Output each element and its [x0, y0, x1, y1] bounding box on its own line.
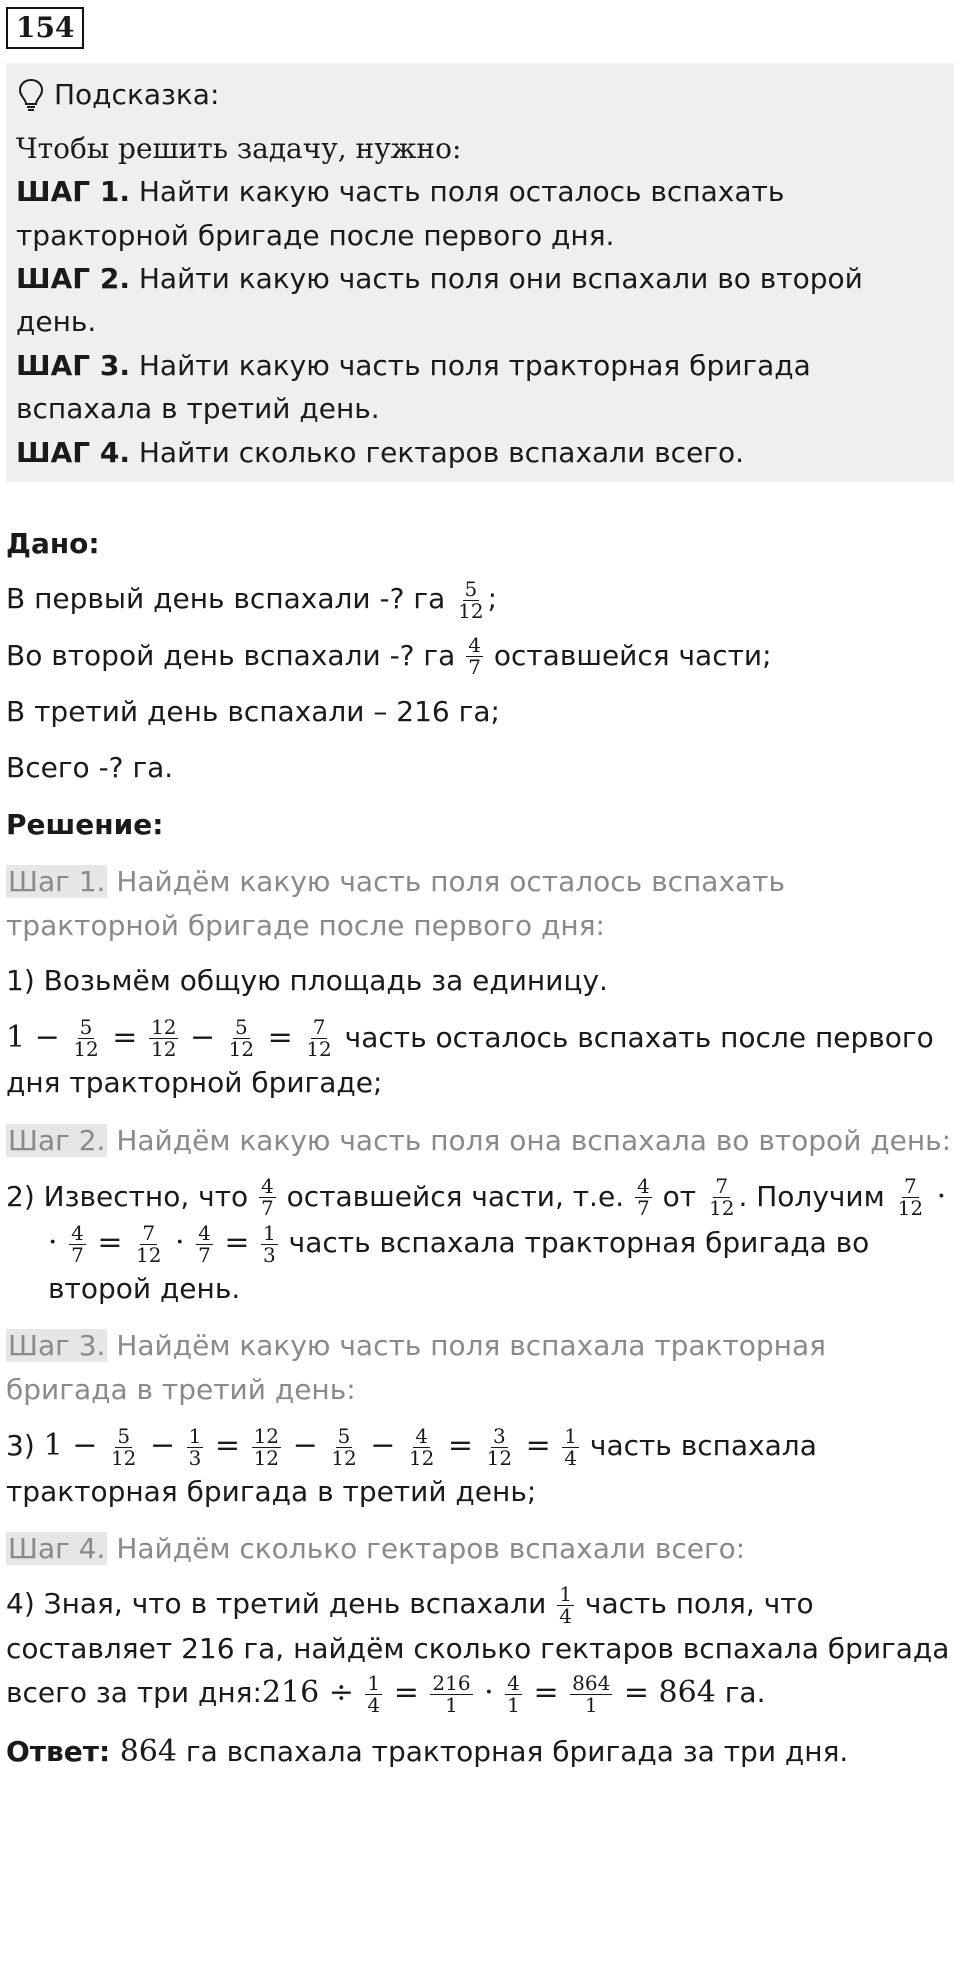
numerator: 7 [715, 1174, 729, 1199]
numerator: 12 [150, 1015, 177, 1040]
hint-step-4 [16, 431, 944, 474]
numerator: 7 [312, 1015, 326, 1040]
math: − [140, 1428, 185, 1464]
math: − [62, 1428, 107, 1464]
numerator: 5 [337, 1423, 351, 1448]
math: 1 [6, 1019, 26, 1055]
step-label: ШАГ 4. [16, 435, 130, 469]
step-tag: Шаг 3. [8, 1329, 106, 1363]
hint-box [6, 63, 954, 482]
text: часть поля, что составляет 216 га, найдём сколько гектаров вспахала бригада всего за три дня: [6, 1587, 950, 1710]
denominator: 1 [584, 1692, 598, 1717]
fraction [365, 1670, 382, 1717]
denominator: 4 [559, 1603, 573, 1628]
numerator: 12 [253, 1423, 280, 1448]
math: = [205, 1428, 250, 1464]
fraction [570, 1670, 612, 1717]
numerator: 1 [367, 1670, 381, 1695]
hint-title: Подсказка: [54, 78, 220, 112]
text: 4) Зная, что в третий день вспахали [6, 1587, 556, 1621]
math: = [87, 1225, 133, 1261]
fraction [304, 1017, 333, 1060]
numerator: 3 [492, 1423, 506, 1448]
fraction [71, 1017, 100, 1060]
step-text: Найти какую часть поля тракторная бригада вспахала в третий день. [16, 348, 811, 426]
numerator: 4 [415, 1423, 429, 1448]
numerator: 216 [432, 1670, 471, 1695]
math: = [102, 1019, 147, 1055]
numerator: 4 [71, 1220, 84, 1245]
text: оставшейся части, т.е. [277, 1179, 633, 1213]
fraction [259, 1176, 276, 1219]
denominator: 12 [110, 1445, 137, 1470]
given-line-4: Всего -? га. [6, 750, 174, 784]
fraction [252, 1423, 281, 1470]
text: часть осталось вспахать после первого дня тракторной бригаде; [6, 1020, 934, 1100]
solution-p1: 1) Возьмём общую площадь за единицу. [6, 964, 608, 998]
step-tag: Шаг 1. [8, 865, 106, 899]
math: = [614, 1675, 659, 1711]
math: = [523, 1675, 569, 1711]
solution-p3 [6, 1423, 954, 1513]
step-text: Найти какую часть поля они вспахали во второй день. [16, 261, 863, 339]
hint-step-1 [16, 170, 944, 257]
text: оставшейся части; [484, 638, 772, 672]
numerator: 5 [464, 576, 478, 601]
fraction [562, 1423, 579, 1470]
text: ; [487, 582, 498, 616]
step-text: Найти сколько гектаров вспахали всего. [129, 435, 745, 469]
denominator: 4 [367, 1692, 381, 1717]
denominator: 12 [136, 1242, 162, 1267]
denominator: 1 [507, 1692, 520, 1717]
answer-text: га вспахала тракторная бригада за три дня. [176, 1734, 849, 1768]
numerator: 7 [904, 1174, 917, 1199]
given-line-1 [6, 577, 954, 622]
denominator: 12 [331, 1445, 357, 1470]
step-label: ШАГ 3. [16, 348, 130, 382]
math: · [927, 1178, 947, 1214]
fraction [407, 1423, 436, 1470]
text: Во второй день вспахали -? га [6, 638, 465, 672]
denominator: 12 [408, 1445, 435, 1470]
fraction [261, 1220, 278, 1267]
fraction [505, 1670, 522, 1717]
fraction [227, 1017, 256, 1060]
solution-p2 [6, 1174, 954, 1310]
step-tag: Шаг 4. [8, 1531, 106, 1565]
numerator: 1 [564, 1423, 577, 1448]
denominator: 12 [150, 1037, 177, 1062]
numerator: 4 [198, 1220, 211, 1245]
given-line-2 [6, 634, 954, 679]
text: от [653, 1179, 705, 1213]
given-title: Дано: [6, 526, 100, 560]
denominator: 7 [261, 1196, 274, 1221]
numerator: 4 [468, 633, 481, 658]
answer-line [6, 1729, 954, 1776]
fraction [466, 635, 483, 678]
denominator: 4 [564, 1445, 577, 1470]
answer-value: 864 [110, 1733, 177, 1769]
fraction [109, 1423, 138, 1470]
solution-p2-formula [6, 1220, 954, 1310]
text: . Получим [738, 1179, 894, 1213]
denominator: 3 [188, 1445, 202, 1470]
text: га. [715, 1676, 766, 1710]
numerator: 4 [507, 1670, 520, 1695]
numerator: 5 [235, 1015, 248, 1040]
step-text: Найдём какую часть поля она вспахала во второй день: [107, 1123, 952, 1157]
hint-header [16, 73, 944, 116]
denominator: 7 [637, 1196, 650, 1221]
numerator: 1 [559, 1581, 573, 1606]
step-tag: Шаг 2. [8, 1123, 106, 1157]
fraction [707, 1176, 736, 1219]
math: − [283, 1428, 328, 1464]
math: = [384, 1675, 429, 1711]
solution-p4 [6, 1582, 954, 1716]
step-text: Найти какую часть поля осталось вспахать тракторной бригаде после первого дня. [16, 175, 785, 252]
numerator: 1 [188, 1423, 202, 1448]
solution-step-1-heading [6, 860, 954, 947]
denominator: 7 [198, 1242, 211, 1267]
numerator: 4 [261, 1174, 274, 1199]
numerator: 1 [263, 1220, 276, 1245]
denominator: 12 [253, 1445, 280, 1470]
solution-step-4-heading [6, 1527, 954, 1570]
math: 864 [658, 1675, 716, 1711]
fraction [196, 1220, 213, 1267]
denominator: 12 [708, 1196, 735, 1221]
denominator: 12 [897, 1196, 924, 1221]
text: 3) [6, 1429, 44, 1463]
denominator: 12 [486, 1445, 513, 1470]
fraction [187, 1423, 204, 1470]
step-text: Найдём сколько гектаров вспахали всего: [107, 1531, 746, 1565]
fraction [430, 1670, 472, 1717]
math: − [25, 1019, 70, 1055]
solution-p1-formula [6, 1015, 954, 1105]
step-text: Найдём какую часть поля вспахала тракторная бригада в третий день: [6, 1329, 826, 1406]
math: · [48, 1225, 68, 1261]
hint-step-3 [16, 344, 944, 431]
denominator: 12 [73, 1037, 99, 1062]
denominator: 12 [228, 1037, 255, 1062]
math: = [214, 1225, 260, 1261]
math: 216 ÷ [261, 1675, 364, 1711]
fraction [456, 576, 485, 623]
math: · [474, 1675, 504, 1711]
fraction [149, 1017, 178, 1060]
fraction [485, 1423, 514, 1470]
text: часть вспахала тракторная бригада во второй день. [48, 1226, 870, 1305]
fraction [635, 1176, 652, 1219]
math: − [360, 1428, 405, 1464]
denominator: 7 [71, 1242, 84, 1267]
step-label: ШАГ 2. [16, 261, 130, 295]
math: · [165, 1225, 195, 1261]
denominator: 12 [306, 1037, 332, 1062]
denominator: 3 [263, 1242, 276, 1267]
lightbulb-icon [16, 78, 46, 112]
denominator: 7 [468, 655, 481, 680]
step-label: ШАГ 1. [16, 175, 130, 209]
fraction [329, 1423, 358, 1470]
hint-intro: Чтобы решить задачу, нужно: [16, 131, 462, 165]
numerator: 4 [637, 1174, 650, 1199]
solution-step-3-heading [6, 1324, 954, 1411]
text: В первый день вспахали -? га [6, 582, 455, 616]
fraction [896, 1176, 925, 1219]
fraction [69, 1220, 86, 1267]
math: = [258, 1019, 303, 1055]
text: 2) Известно, что [6, 1179, 258, 1213]
text: часть вспахала тракторная бригада в третий день; [6, 1429, 817, 1508]
denominator: 12 [458, 598, 484, 623]
task-number: 154 [6, 7, 84, 49]
answer-label: Ответ: [6, 1734, 111, 1768]
numerator: 864 [572, 1670, 611, 1695]
step-text: Найдём какую часть поля осталось вспахать тракторной бригаде после первого дня: [6, 865, 785, 942]
denominator: 1 [445, 1692, 458, 1717]
hint-step-2 [16, 257, 944, 344]
numerator: 5 [117, 1423, 131, 1448]
math: = [438, 1428, 483, 1464]
fraction [557, 1581, 574, 1628]
numerator: 5 [79, 1015, 93, 1040]
fraction [134, 1220, 163, 1267]
math: 1 [43, 1428, 63, 1464]
solution-title: Решение: [6, 808, 164, 842]
given-line-3: В третий день вспахали – 216 га; [6, 695, 500, 729]
solution-step-2-heading [6, 1119, 954, 1162]
numerator: 7 [142, 1220, 156, 1245]
page [6, 6, 954, 1775]
math: − [180, 1019, 225, 1055]
math: = [516, 1428, 561, 1464]
